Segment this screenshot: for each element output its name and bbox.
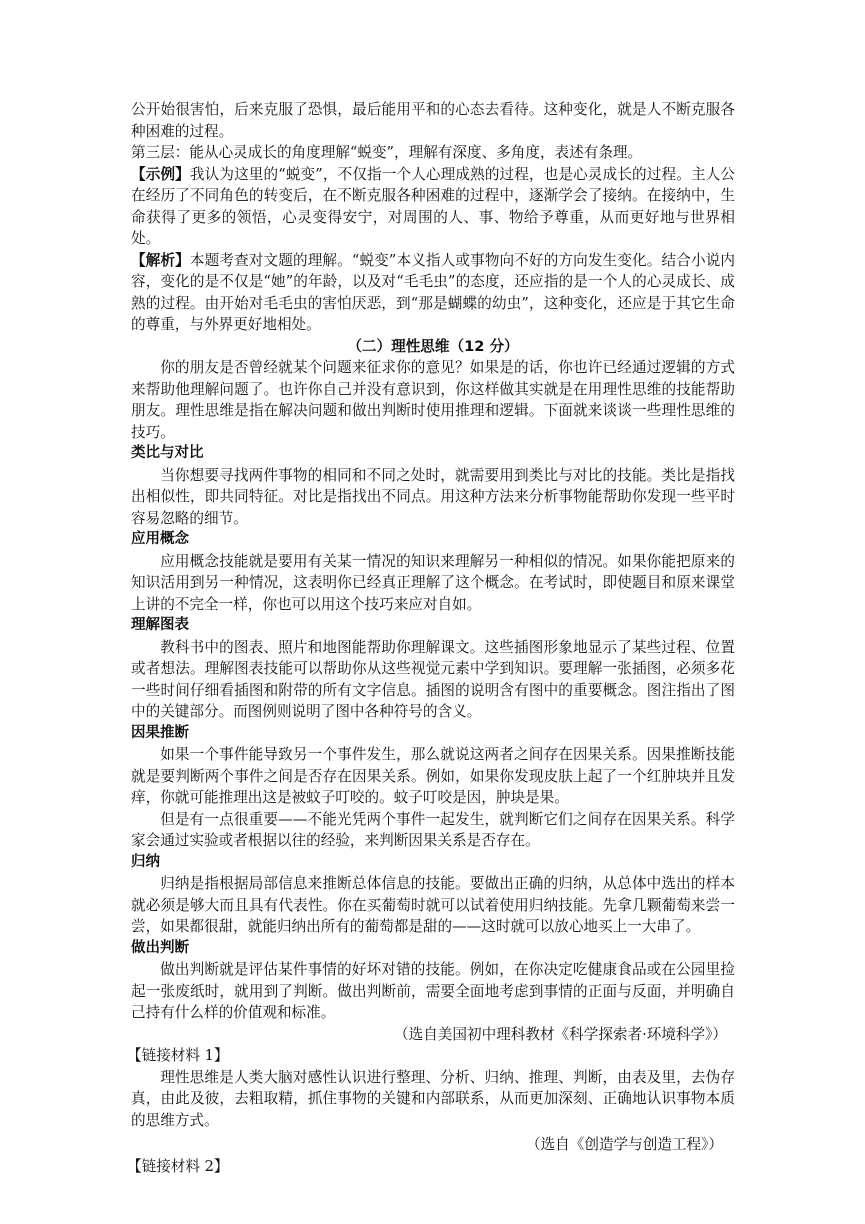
- scoring-level-3: 第三层：能从心灵成长的角度理解“蜕变”，理解有深度、多角度，表述有条理。: [131, 144, 643, 161]
- source-citation-1: （选自美国初中理科教材《科学探索者·环境科学》）: [394, 1025, 727, 1043]
- paragraph-apply-concepts: 应用概念技能就是要用有关某一情况的知识来理解另一种相似的情况。如果你能把原来的知识活用到另一种情况，这表明你已经真正理解了这个概念。在考试时，即使题目和原来课堂上讲的不完全一样，你也可以用这个技巧来应对自如。: [131, 552, 735, 613]
- intro-paragraph: 你的朋友是否曾经就某个问题来征求你的意见？如果是的话，你也许已经通过逻辑的方式来帮助他理解问题了。也许你自己并没有意识到，你这样做其实就是在用理性思维的技能帮助朋友。理性思维是指在解决问题和做出判断时使用推理和逻辑。下面就来谈谈一些理性思维的技巧。: [131, 359, 735, 441]
- heading-charts: 理解图表: [131, 617, 189, 633]
- paragraph-analogy: 当你想要寻找两件事物的相同和不同之处时，就需要用到类比与对比的技能。类比是指找出相似性，即共同特征。对比是指找出不同点。用这种方法来分析事物能帮助你发现一些平时容易忽略的细节。: [131, 466, 735, 527]
- example-paragraph: [131, 164, 735, 250]
- link-material-1-text: 理性思维是人类大脑对感性认识进行整理、分析、归纳、推理、判断，由表及里，去伪存真，由此及彼，去粗取精，抓住事物的关键和内部联系，从而更加深刻、正确地认识事物本质的思维方式。: [131, 1068, 735, 1129]
- heading-judgment: 做出判断: [131, 939, 189, 956]
- link-material-1-label: 【链接材料 1】: [127, 1047, 229, 1064]
- analysis-tag: 【解析】: [131, 251, 190, 269]
- section-title: （二）理性思维（12 分）: [347, 337, 519, 355]
- analysis-text: 本题考查对文题的理解。“蜕变”本义指人或事物向不好的方向发生变化。结合小说内容，变化的是不仅是“她”的年龄，以及对“毛毛虫”的态度，还应指的是一个人的心灵成长、成熟的过程。由开始对毛毛虫的害怕厌恶，到“那是蝴蝶的幼虫”，这种变化，还应是于其它生命的尊重，与外界更好地相处。: [131, 251, 735, 333]
- heading-induction: 归纳: [131, 853, 160, 870]
- example-text: 我认为这里的“蜕变”，不仅指一个人心理成熟的过程，也是心灵成长的过程。主人公在经历了不同角色的转变后，在不断克服各种困难的过程中，逐渐学会了接纳。在接纳中，生命获得了更多的领悟，心灵变得安宁，对周围的人、事、物给予尊重，从而更好地与世界相处。: [131, 165, 735, 247]
- answer-continuation: 公开始很害怕，后来克服了恐惧，最后能用平和的心态去看待。这种变化，就是人不断克服各种困难的过程。: [131, 101, 735, 140]
- paragraph-charts: 教科书中的图表、照片和地图能帮助你理解课文。这些插图形象地显示了某些过程、位置或者想法。理解图表技能可以帮助你从这些视觉元素中学到知识。要理解一张插图，必须多花一些时间仔细看插图和附带的所有文字信息。插图的说明含有图中的重要概念。图注指出了图中的关键部分。而图例则说明了图中各种符号的含义。: [131, 638, 735, 720]
- paragraph-cause-effect-2: 但是有一点很重要——不能光凭两个事件一起发生，就判断它们之间存在因果关系。科学家会通过实验或者根据以往的经验，来判断因果关系是否存在。: [131, 810, 735, 849]
- document-page: [127, 99, 735, 1177]
- paragraph-judgment: 做出判断就是评估某件事情的好坏对错的技能。例如，在你决定吃健康食品或在公园里捡起一张废纸时，就用到了判断。做出判断前，需要全面地考虑到事情的正面与反面，并明确自己持有什么样的价值观和标准。: [131, 961, 735, 1021]
- example-tag: 【示例】: [131, 165, 190, 183]
- paragraph-cause-effect-1: 如果一个事件能导致另一个事件发生，那么就说这两者之间存在因果关系。因果推断技能就是要判断两个事件之间是否存在因果关系。例如，如果你发现皮肤上起了一个红肿块并且发痒，你就可能推理出这是被蚊子叮咬的。蚊子叮咬是因，肿块是果。: [131, 746, 735, 806]
- paragraph-induction: 归纳是指根据局部信息来推断总体信息的技能。要做出正确的归纳，从总体中选出的样本就必须是够大而且具有代表性。你在买葡萄时就可以试着使用归纳技能。先拿几颗葡萄来尝一尝，如果都很甜，就能归纳出所有的葡萄都是甜的——这时就可以放心地买上一大串了。: [131, 875, 735, 935]
- link-material-2-label: 【链接材料 2】: [127, 1157, 229, 1175]
- heading-cause-effect: 因果推断: [131, 724, 189, 741]
- heading-apply-concepts: 应用概念: [131, 531, 189, 547]
- analysis-paragraph: [131, 250, 735, 336]
- source-citation-2: （选自《创造学与创造工程》）: [525, 1136, 723, 1153]
- heading-analogy: 类比与对比: [131, 445, 204, 461]
